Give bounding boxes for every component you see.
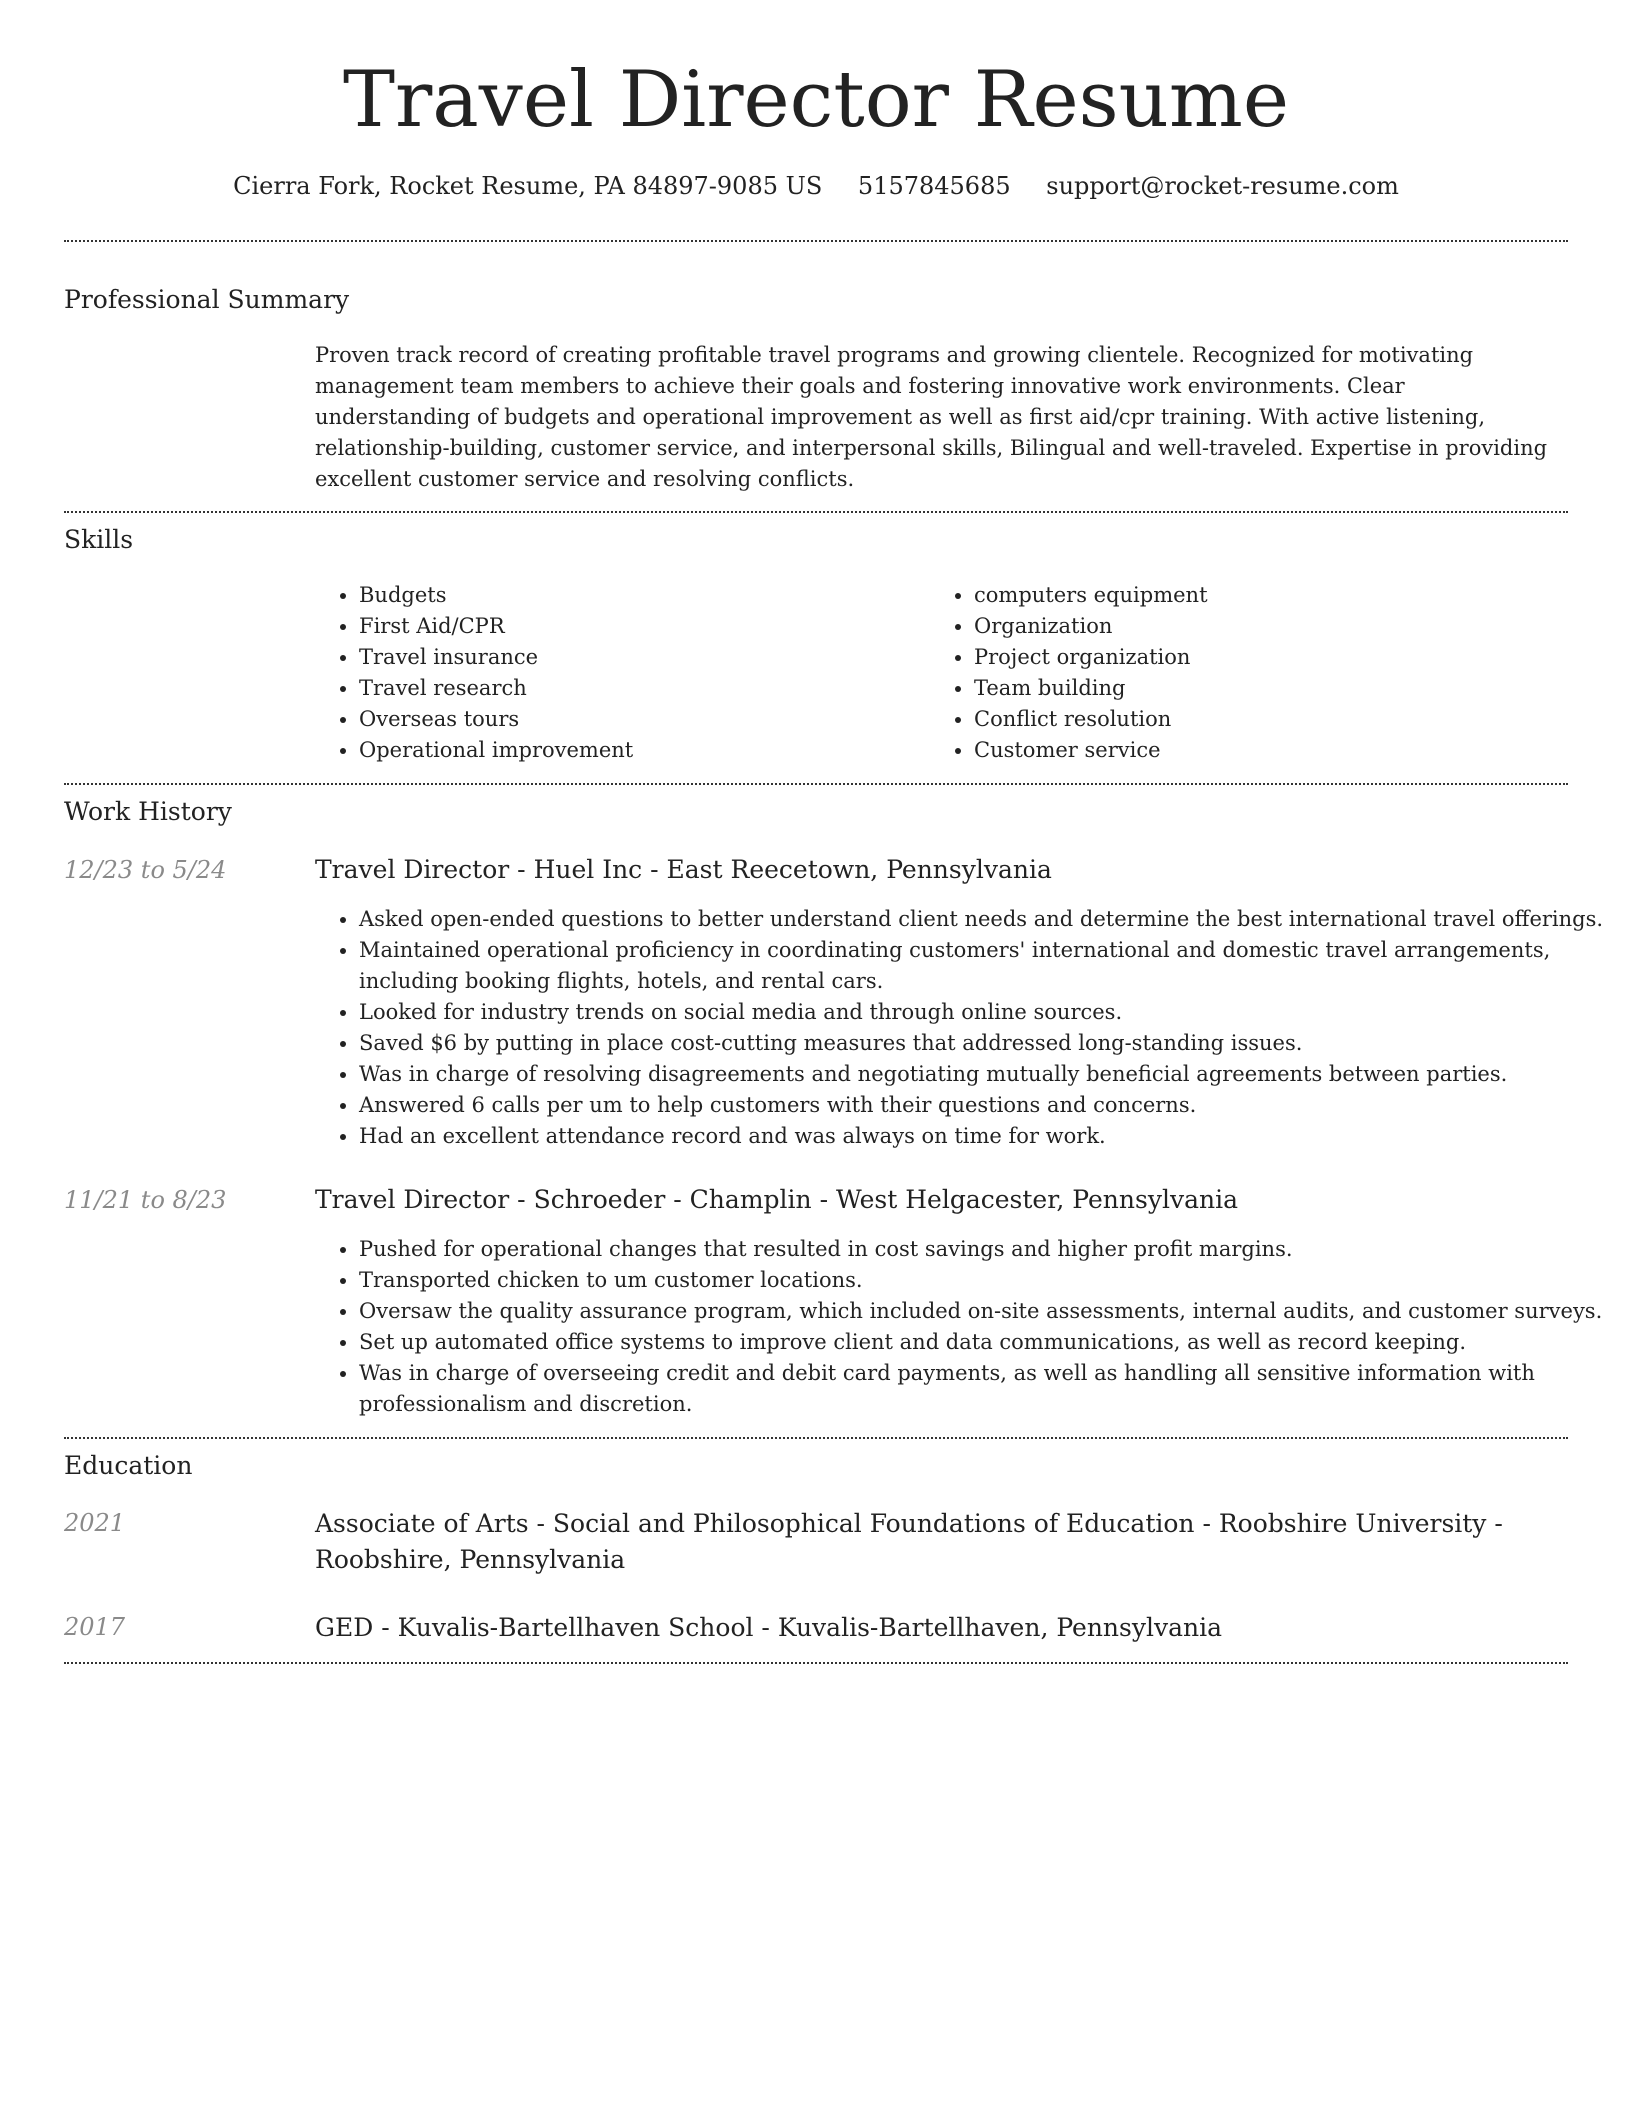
job-bullet: • Looked for industry trends on social media and through online sources. — [359, 997, 1609, 1028]
contact-address: Cierra Fork, Rocket Resume, PA 84897-9085 US — [233, 172, 823, 200]
skill-item: • First Aid/CPR — [359, 611, 919, 642]
education-title: GED - Kuvalis-Bartellhaven School - Kuvalis-Bartellhaven, Pennsylvania — [315, 1613, 1223, 1642]
job-bullet: • Maintained operational proficiency in coordinating customers' international and domestic travel arrangements, including booking flights, hotels, and rental cars. — [359, 935, 1609, 997]
skills-list-left — [315, 580, 919, 766]
summary-text: Proven track record of creating profitable travel programs and growing clientele. Recognized for motivating management team members to achieve their goals and fostering innovative work environments. Clear understanding of budgets and operational improvement as well as first aid/cpr training. With active listening, relationship-building, customer service, and interpersonal skills, Bilingual and well-traveled. Expertise in providing excellent customer service and resolving conflicts. — [315, 343, 1548, 491]
section-divider — [64, 1437, 1568, 1439]
education-year: 2021 — [64, 1509, 126, 1537]
job-bullet: • Transported chicken to um customer locations. — [359, 1265, 1609, 1296]
section-divider — [64, 511, 1568, 513]
skill-item: • Travel insurance — [359, 642, 919, 673]
job-dates: 11/21 to 8/23 — [64, 1186, 227, 1214]
job-bullet: • Oversaw the quality assurance program, which included on-site assessments, internal audits, and customer surveys. — [359, 1296, 1609, 1327]
skill-item: • Travel research — [359, 673, 919, 704]
job-bullet: • Was in charge of resolving disagreements and negotiating mutually beneficial agreements between parties. — [359, 1059, 1609, 1090]
section-divider — [64, 240, 1568, 242]
education-year: 2017 — [64, 1613, 126, 1641]
job-bullet: • Set up automated office systems to improve client and data communications, as well as record keeping. — [359, 1327, 1609, 1358]
skill-item: • Team building — [974, 673, 1574, 704]
job-bullet: • Was in charge of overseeing credit and debit card payments, as well as handling all sensitive information with professionalism and discretion. — [359, 1358, 1609, 1420]
resume-title: Travel Director Resume — [342, 55, 1290, 145]
job-bullet: • Saved $6 by putting in place cost-cutting measures that addressed long-standing issues. — [359, 1028, 1609, 1059]
contact-phone: 5157845685 — [857, 172, 1011, 200]
contact-email[interactable]: support@rocket-resume.com — [1046, 172, 1399, 200]
job-bullets — [315, 904, 1609, 1152]
job-bullet: • Answered 6 calls per um to help customers with their questions and concerns. — [359, 1090, 1609, 1121]
skill-item: • Budgets — [359, 580, 919, 611]
work-heading: Work History — [64, 797, 232, 826]
skill-item: • computers equipment — [974, 580, 1574, 611]
skill-item: • Organization — [974, 611, 1574, 642]
job-bullet: • Had an excellent attendance record and was always on time for work. — [359, 1121, 1609, 1152]
education-title: Associate of Arts - Social and Philosophical Foundations of Education - Roobshire University - Roobshire, Pennsylvania — [315, 1509, 1503, 1574]
job-title: Travel Director - Schroeder - Champlin - West Helgacester, Pennsylvania — [315, 1185, 1238, 1214]
job-bullet: • Asked open-ended questions to better understand client needs and determine the best international travel offerings. — [359, 904, 1609, 935]
skill-item: • Project organization — [974, 642, 1574, 673]
job-bullets — [315, 1234, 1609, 1420]
contact-line — [0, 170, 1632, 202]
skill-item: • Operational improvement — [359, 735, 919, 766]
job-dates: 12/23 to 5/24 — [64, 856, 227, 884]
skill-item: • Overseas tours — [359, 704, 919, 735]
section-divider — [64, 1662, 1568, 1664]
job-bullet: • Pushed for operational changes that resulted in cost savings and higher profit margins. — [359, 1234, 1609, 1265]
job-title: Travel Director - Huel Inc - East Reecetown, Pennsylvania — [315, 855, 1052, 884]
education-heading: Education — [64, 1451, 193, 1480]
skill-item: • Conflict resolution — [974, 704, 1574, 735]
skills-heading: Skills — [64, 525, 134, 554]
section-divider — [64, 783, 1568, 785]
skills-list-right — [930, 580, 1574, 766]
summary-heading: Professional Summary — [64, 285, 350, 314]
skill-item: • Customer service — [974, 735, 1574, 766]
